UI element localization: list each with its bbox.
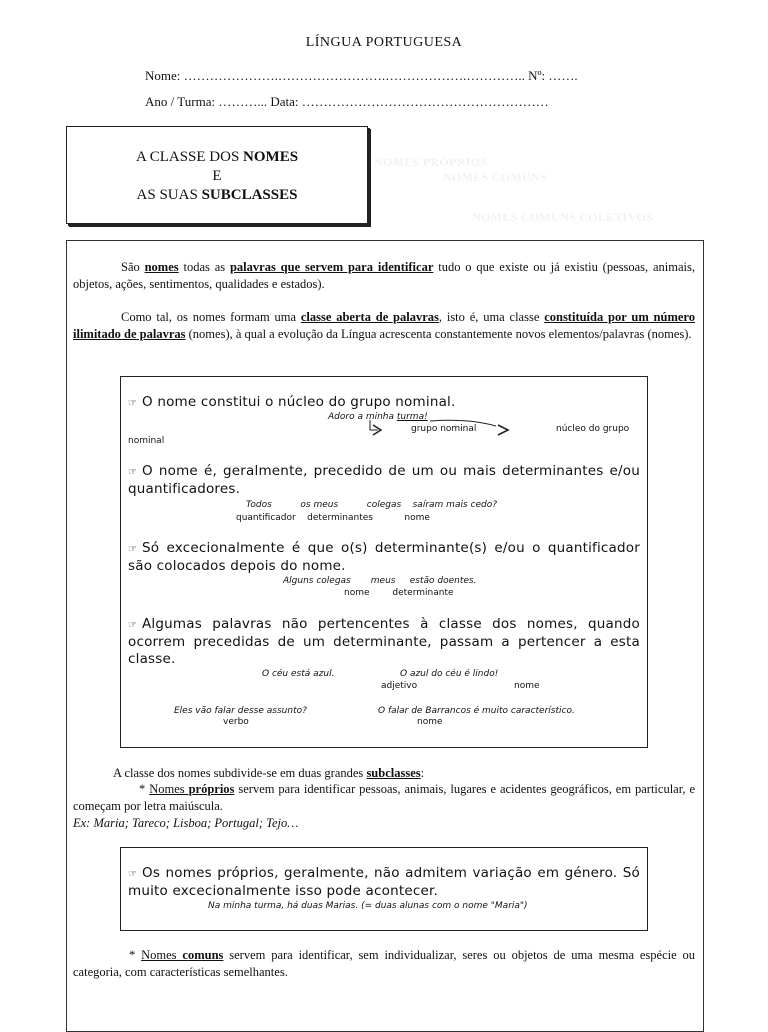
topic-title-box	[66, 126, 368, 224]
rule-1-label-grupo: grupo nominal	[411, 424, 477, 434]
rule-2-example: Todos os meus colegas saíram mais cedo?	[246, 500, 497, 510]
proprios-definition: * Nomes próprios servem para identificar pessoas, animais, lugares e acidentes geográficos, em particular, e começam por letra maiúscula.	[73, 782, 696, 813]
faded-label-coletivos: NOMES COMUNS COLETIVOS	[472, 210, 654, 224]
rule-3-example: Alguns colegas meus estão doentes.	[283, 576, 477, 586]
rule-1: ☞ O nome constitui o núcleo do grupo nominal.	[128, 394, 456, 410]
intro-paragraph-2: Como tal, os nomes formam uma classe aberta de palavras, isto é, uma classe constituída por um número ilimitado de palavras (nomes), à qual a evolução da Língua acrescenta constantemente novos elementos/palavras (nomes).	[73, 310, 695, 341]
pointing-hand-icon: ☞	[128, 620, 138, 631]
rule-4-example-2b: O falar de Barrancos é muito característico.	[378, 706, 575, 716]
intro-paragraph-1: São nomes todas as palavras que servem para identificar tudo o que existe ou já existiu (pessoas, animais, objetos, ações, sentimentos, qualidades e estados).	[73, 260, 695, 291]
pointing-hand-icon: ☞	[128, 544, 138, 555]
rule-4-label-adjetivo: adjetivo	[381, 681, 418, 691]
rule-2: ☞ O nome é, geralmente, precedido de um ou mais determinantes e/ou quantificadores.	[128, 463, 640, 497]
rule-4: ☞ Algumas palavras não pertencentes à classe dos nomes, quando ocorrem precedidas de um determinante, passam a pertencer a esta classe.	[128, 616, 640, 667]
rule-4-label-nome-2: nome	[417, 717, 443, 727]
rule-4-label-verbo: verbo	[223, 717, 249, 727]
rule-4-example-1b: O azul do céu é lindo!	[400, 669, 499, 679]
document-title: LÍNGUA PORTUGUESA	[305, 35, 463, 50]
name-number-field[interactable]: Nome: ………………….…………………….……………….………….. Nº: …….	[145, 68, 578, 83]
title-line-2: E	[212, 168, 222, 184]
comuns-definition: * Nomes comuns servem para identificar, sem individualizar, seres ou objetos de uma mesma espécie ou categoria, com características semelhantes.	[73, 948, 696, 979]
rule-1-label-nucleo: núcleo do grupo	[556, 424, 630, 434]
rule-3: ☞ Só excecionalmente é que o(s) determinante(s) e/ou o quantificador são colocados depois do nome.	[128, 540, 640, 574]
rule-1-example: Adoro a minha turma!	[328, 412, 428, 422]
rule-2-labels: quantificador determinantes nome	[236, 513, 430, 523]
pointing-hand-icon: ☞	[128, 869, 138, 880]
faded-label-proprios: NOMES PRÓPRIOS	[374, 155, 488, 169]
rule-4-label-nome-1: nome	[514, 681, 540, 691]
rule-4-example-1a: O céu está azul.	[262, 669, 335, 679]
year-class-date-field[interactable]: Ano / Turma: ………... Data: …………………………………………………	[145, 94, 549, 109]
title-line-1: A CLASSE DOS NOMES	[135, 149, 299, 165]
proprios-examples: Ex: Maria; Tareco; Lisboa; Portugal; Tejo…	[73, 816, 299, 830]
rule-3-labels: nome determinante	[344, 588, 454, 598]
pointing-hand-icon: ☞	[128, 467, 138, 478]
proprios-note: ☞ Os nomes próprios, geralmente, não admitem variação em género. Só muito excecionalmente isso pode acontecer.	[128, 865, 640, 899]
proprios-note-example: Na minha turma, há duas Marias. (= duas alunas com o nome "Maria")	[208, 901, 528, 911]
faded-label-comuns: NOMES COMUNS	[443, 170, 547, 184]
pointing-hand-icon: ☞	[128, 398, 138, 409]
rule-4-example-2a: Eles vão falar desse assunto?	[174, 706, 307, 716]
rule-1-label-nominal: nominal	[128, 436, 165, 446]
title-line-3: AS SUAS SUBCLASSES	[136, 187, 298, 203]
subclasses-intro: A classe dos nomes subdivide-se em duas grandes subclasses:	[113, 766, 425, 780]
